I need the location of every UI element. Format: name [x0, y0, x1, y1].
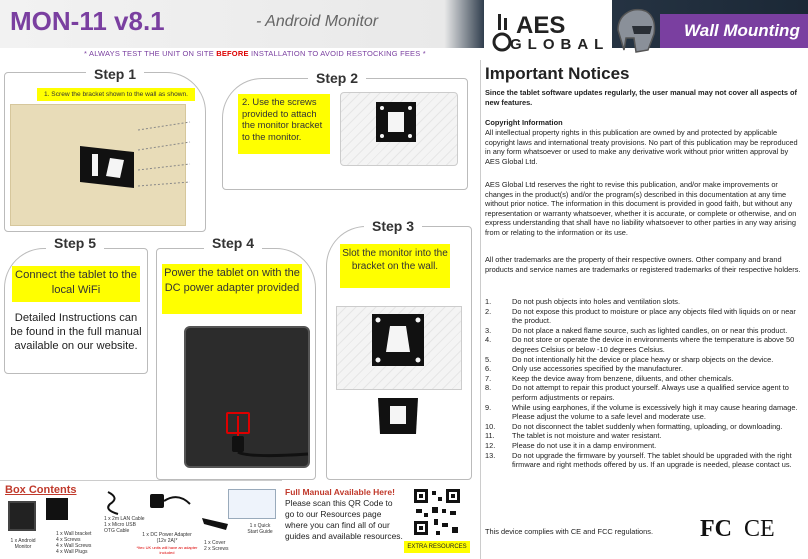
full-manual-text: Please scan this QR Code to go to our Resources page where you can find all of our guides and available resources. [285, 498, 403, 541]
step5-instruction: Connect the tablet to the local WiFi [12, 266, 140, 302]
safety-list-text: The tablet is not moisture and water resistant. [512, 431, 662, 441]
screw-arrows-illustration [134, 120, 194, 190]
safety-list-number: 8. [485, 383, 492, 393]
safety-list-item [485, 364, 805, 374]
safety-list-number: 12. [485, 440, 496, 450]
step1-instruction: 1. Screw the bracket shown to the wall as shown. [37, 88, 195, 101]
safety-list-item [485, 326, 805, 336]
safety-list-number: 1. [485, 297, 492, 306]
step2-instruction: 2. Use the screws provided to attach the monitor bracket to the monitor. [238, 94, 330, 154]
copyright-title: Copyright Information [485, 118, 563, 127]
model-title: MON-11 v8.1 [10, 6, 165, 36]
full-manual-title: Full Manual Available Here! [285, 487, 395, 497]
copyright-text: All intellectual property rights in this publication are owned by and protected by applicable copyright laws and international treaty provisions. No part of this publication may be reproduced in any form whatsoever or used to make any derivative work without prior written approval by AES Global Ltd. [485, 128, 798, 166]
safety-list-item [485, 335, 805, 354]
logo-text-aes: AES [516, 12, 566, 39]
safety-list-text: Do not intentionally hit the device or place heavy or sharp objects on the device. [512, 354, 774, 364]
bracket-thumbnail [46, 498, 68, 520]
product-subtitle: - Android Monitor [256, 13, 379, 30]
step4-instruction: Power the tablet on with the DC power adapter provided [162, 264, 302, 314]
safety-list-text: Only use accessories specified by the manufacturer. [512, 364, 683, 374]
safety-list-number: 11. [485, 431, 495, 441]
helmet-icon [612, 4, 658, 56]
safety-list-item [485, 451, 805, 470]
safety-list [485, 297, 805, 470]
revision-text: AES Global Ltd reserves the right to revise this publication, and/or make improvements or changes in the product(s) and/or the program(s) described in this documentation at any time without prior notice. The information in this document is provided in good faith, but without any representation or warranty whatsoever, whether it is accurate, or complete or otherwise, and on express understanding that shall have no liability whatsoever to other parties in any way arising from or relating to the information or its use. [485, 180, 797, 237]
compliance-text: This device complies with CE and FCC regulations. [485, 527, 653, 536]
safety-list-text: While using earphones, if the volume is excessively high it may cause hearing damage. Please adjust the volume to a safe level and moderate use. [512, 402, 798, 422]
monitor-thumbnail [8, 501, 36, 531]
step2-label: Step 2 [308, 70, 366, 86]
safety-list-text: Do not attempt to repair this product yourself. Always use a qualified service agent to perform adjustments or repairs. [512, 383, 789, 402]
extra-resources-label[interactable]: EXTRA RESOURCES [404, 541, 470, 553]
step3-instruction: Slot the monitor into the bracket on the wall. [340, 244, 450, 288]
safety-list-item [485, 431, 805, 441]
safety-list-number: 4. [485, 335, 492, 345]
safety-list-text: Do not expose this product to moisture or place any objects filed with liquids on or near the product. [512, 306, 796, 326]
safety-list-item [485, 374, 805, 384]
fcc-logo-icon: FC [700, 516, 732, 542]
wall-bracket-illustration [76, 142, 140, 192]
quick-start-thumbnail [228, 489, 276, 519]
item-hardware: 1 x Wall bracket 4 x Screws 4 x Wall Screws 4 x Wall Plugs [56, 531, 92, 555]
safety-list-number: 6. [485, 364, 492, 374]
step4-label: Step 4 [204, 235, 262, 251]
safety-list-number: 7. [485, 373, 492, 383]
safety-list-number: 9. [485, 402, 492, 412]
item-cover: 1 x Cover 2 x Screws [204, 540, 229, 552]
step5-detail: Detailed Instructions can be found in the full manual available on our website. [10, 312, 142, 352]
item-adapter: 1 x DC Power Adapter (12v 2A)* [142, 532, 192, 544]
wall-bracket-large-illustration [370, 312, 426, 368]
item-monitor: 1 x Android Monitor [10, 538, 36, 550]
cover-thumbnail-icon [200, 516, 230, 532]
safety-list-number: 2. [485, 306, 492, 316]
safety-list-text: Please do not use it in a damp environment. [512, 440, 657, 450]
safety-list-item [485, 403, 805, 422]
restocking-warning: * ALWAYS TEST THE UNIT ON SITE BEFORE INSTALLATION TO AVOID RESTOCKING FEES * [84, 49, 426, 58]
item-cables: 1 x 2m LAN Cable 1 x Micro USB OTG Cable [104, 516, 145, 534]
adapter-thumbnail-icon [148, 490, 192, 512]
safety-list-text: Keep the device away from benzene, diluents, and other chemicals. [512, 373, 734, 383]
safety-list-item [485, 383, 805, 402]
safety-list-item [485, 422, 805, 432]
safety-list-item [485, 441, 805, 451]
safety-list-item [485, 355, 805, 365]
safety-list-text: Do not push objects into holes and ventilation slots. [512, 297, 681, 306]
safety-list-text: Do not place a naked flame source, such as lighted candles, on or near this product. [512, 325, 788, 335]
safety-list-text: Do not upgrade the firmware by yourself. The tablet should be upgraded with the right firmware and right methods offered by us. If an upgrade is needed, please contact us. [512, 450, 792, 470]
safety-list-item [485, 307, 805, 326]
notices-intro: Since the tablet software updates regularly, the user manual may not cover all aspects of new features. [485, 88, 798, 107]
item-adapter-note: *Itec UK units will have an adapter included [136, 545, 198, 555]
safety-list-text: Do not disconnect the tablet suddenly when formatting, uploading, or downloading. [512, 421, 783, 431]
trademarks-text: All other trademarks are the property of their respective owners. Other company and brand products and service names are trademarks or registered trademarks of their respective holders. [485, 255, 801, 274]
ce-logo-icon: CE [744, 516, 775, 542]
qr-code-icon[interactable] [412, 487, 462, 537]
notices-title: Important Notices [485, 64, 630, 83]
safety-list-number: 5. [485, 354, 492, 364]
step5-label: Step 5 [46, 235, 104, 251]
safety-list-number: 13. [485, 450, 496, 460]
box-contents-title: Box Contents [5, 484, 77, 496]
safety-list-number: 3. [485, 325, 492, 335]
item-guide: 1 x Quick Start Guide [247, 523, 273, 535]
wall-mounting-title: Wall Mounting [684, 21, 800, 40]
monitor-bracket-illustration [372, 100, 420, 144]
monitor-bracket-slot-illustration [376, 396, 420, 436]
power-cable-icon [228, 414, 310, 460]
safety-list-text: Do not store or operate the device in environments where the temperature is above 50 degrees Celsius or below -10 degrees Celsius. [512, 335, 795, 354]
step1-label: Step 1 [86, 66, 144, 82]
safety-list-item [485, 297, 805, 307]
step3-label: Step 3 [364, 218, 422, 234]
logo-text-global: GLOBAL [510, 36, 610, 53]
safety-list-number: 10. [485, 421, 496, 431]
cables-thumbnail-icon [104, 490, 124, 516]
